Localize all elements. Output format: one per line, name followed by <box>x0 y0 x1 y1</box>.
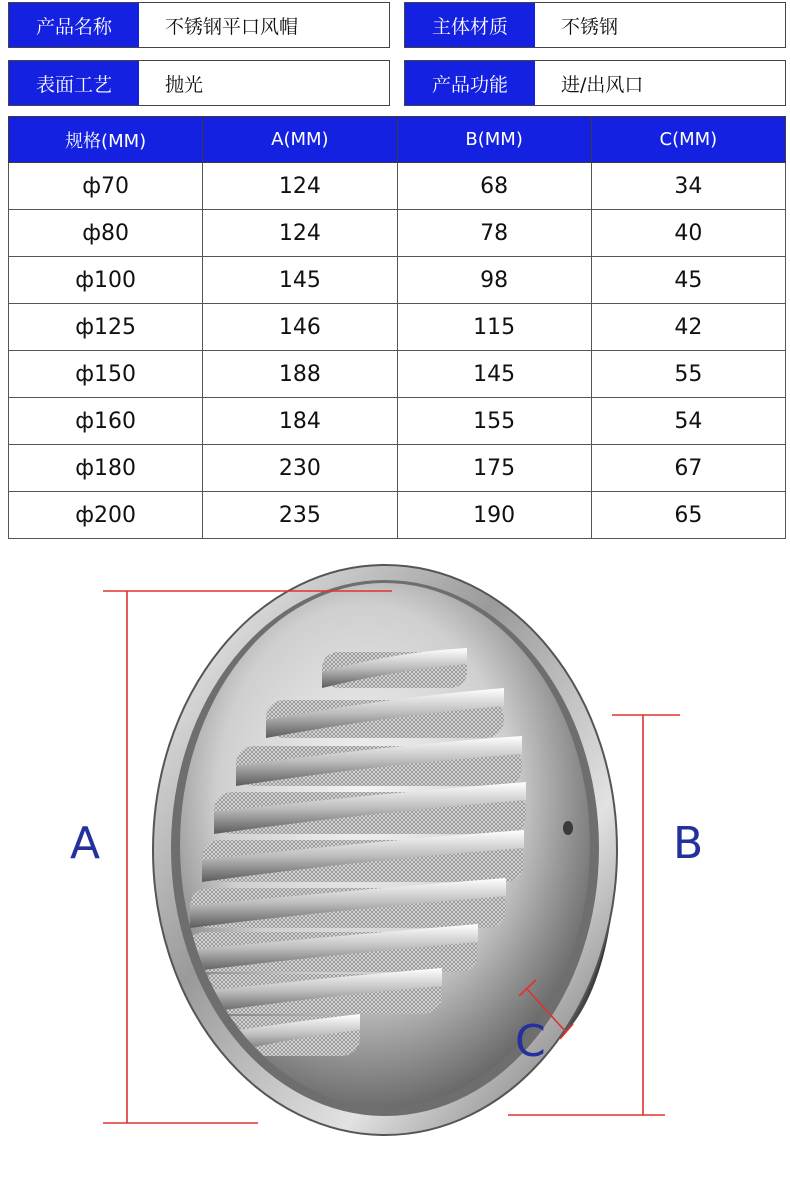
vent-cap-illustration <box>0 560 790 1201</box>
cell-c: 67 <box>591 445 785 492</box>
cell-a: 124 <box>203 210 397 257</box>
cell-b: 190 <box>397 492 591 539</box>
table-row <box>9 257 786 304</box>
dimension-label-a: A <box>70 818 101 869</box>
cell-b: 145 <box>397 351 591 398</box>
table-header-row <box>9 117 786 163</box>
louver <box>196 968 442 1014</box>
cell-b: 115 <box>397 304 591 351</box>
header-a: A(MM) <box>203 117 397 163</box>
cell-c: 40 <box>591 210 785 257</box>
info-function <box>404 60 786 106</box>
table-row <box>9 492 786 539</box>
info-value: 抛光 <box>165 73 204 96</box>
cell-a: 145 <box>203 257 397 304</box>
table-row <box>9 210 786 257</box>
spec-table <box>8 116 786 539</box>
table-row <box>9 398 786 445</box>
cell-spec: ф70 <box>9 163 203 210</box>
cell-a: 235 <box>203 492 397 539</box>
table-row <box>9 445 786 492</box>
cell-c: 42 <box>591 304 785 351</box>
cell-a: 124 <box>203 163 397 210</box>
louver <box>322 648 467 688</box>
info-key-label: 主体材质 <box>405 3 535 47</box>
table-row <box>9 163 786 210</box>
dimension-label-b: B <box>673 818 704 869</box>
dimension-label-c: C <box>515 1016 546 1067</box>
cell-spec: ф200 <box>9 492 203 539</box>
table-row <box>9 351 786 398</box>
cell-a: 230 <box>203 445 397 492</box>
info-product-name <box>8 2 390 48</box>
cell-b: 98 <box>397 257 591 304</box>
cell-spec: ф160 <box>9 398 203 445</box>
cell-c: 54 <box>591 398 785 445</box>
info-value: 不锈钢 <box>561 15 619 38</box>
cell-a: 184 <box>203 398 397 445</box>
header-c: C(MM) <box>591 117 785 163</box>
cell-spec: ф80 <box>9 210 203 257</box>
cell-c: 45 <box>591 257 785 304</box>
cell-b: 155 <box>397 398 591 445</box>
cell-b: 175 <box>397 445 591 492</box>
info-key-label: 表面工艺 <box>9 61 139 105</box>
cell-c: 34 <box>591 163 785 210</box>
cell-c: 55 <box>591 351 785 398</box>
info-material <box>404 2 786 48</box>
info-value: 不锈钢平口风帽 <box>165 15 299 38</box>
info-key-label: 产品名称 <box>9 3 139 47</box>
cell-b: 68 <box>397 163 591 210</box>
cell-spec: ф125 <box>9 304 203 351</box>
table-row <box>9 304 786 351</box>
cell-a: 188 <box>203 351 397 398</box>
cell-spec: ф180 <box>9 445 203 492</box>
cell-c: 65 <box>591 492 785 539</box>
header-spec: 规格(MM) <box>9 117 203 163</box>
info-surface-process <box>8 60 390 106</box>
product-diagram <box>0 560 790 1201</box>
info-key-label: 产品功能 <box>405 61 535 105</box>
cell-spec: ф150 <box>9 351 203 398</box>
cell-b: 78 <box>397 210 591 257</box>
header-b: B(MM) <box>397 117 591 163</box>
info-value: 进/出风口 <box>561 73 644 96</box>
cell-spec: ф100 <box>9 257 203 304</box>
cell-a: 146 <box>203 304 397 351</box>
screw-hole <box>563 821 573 835</box>
